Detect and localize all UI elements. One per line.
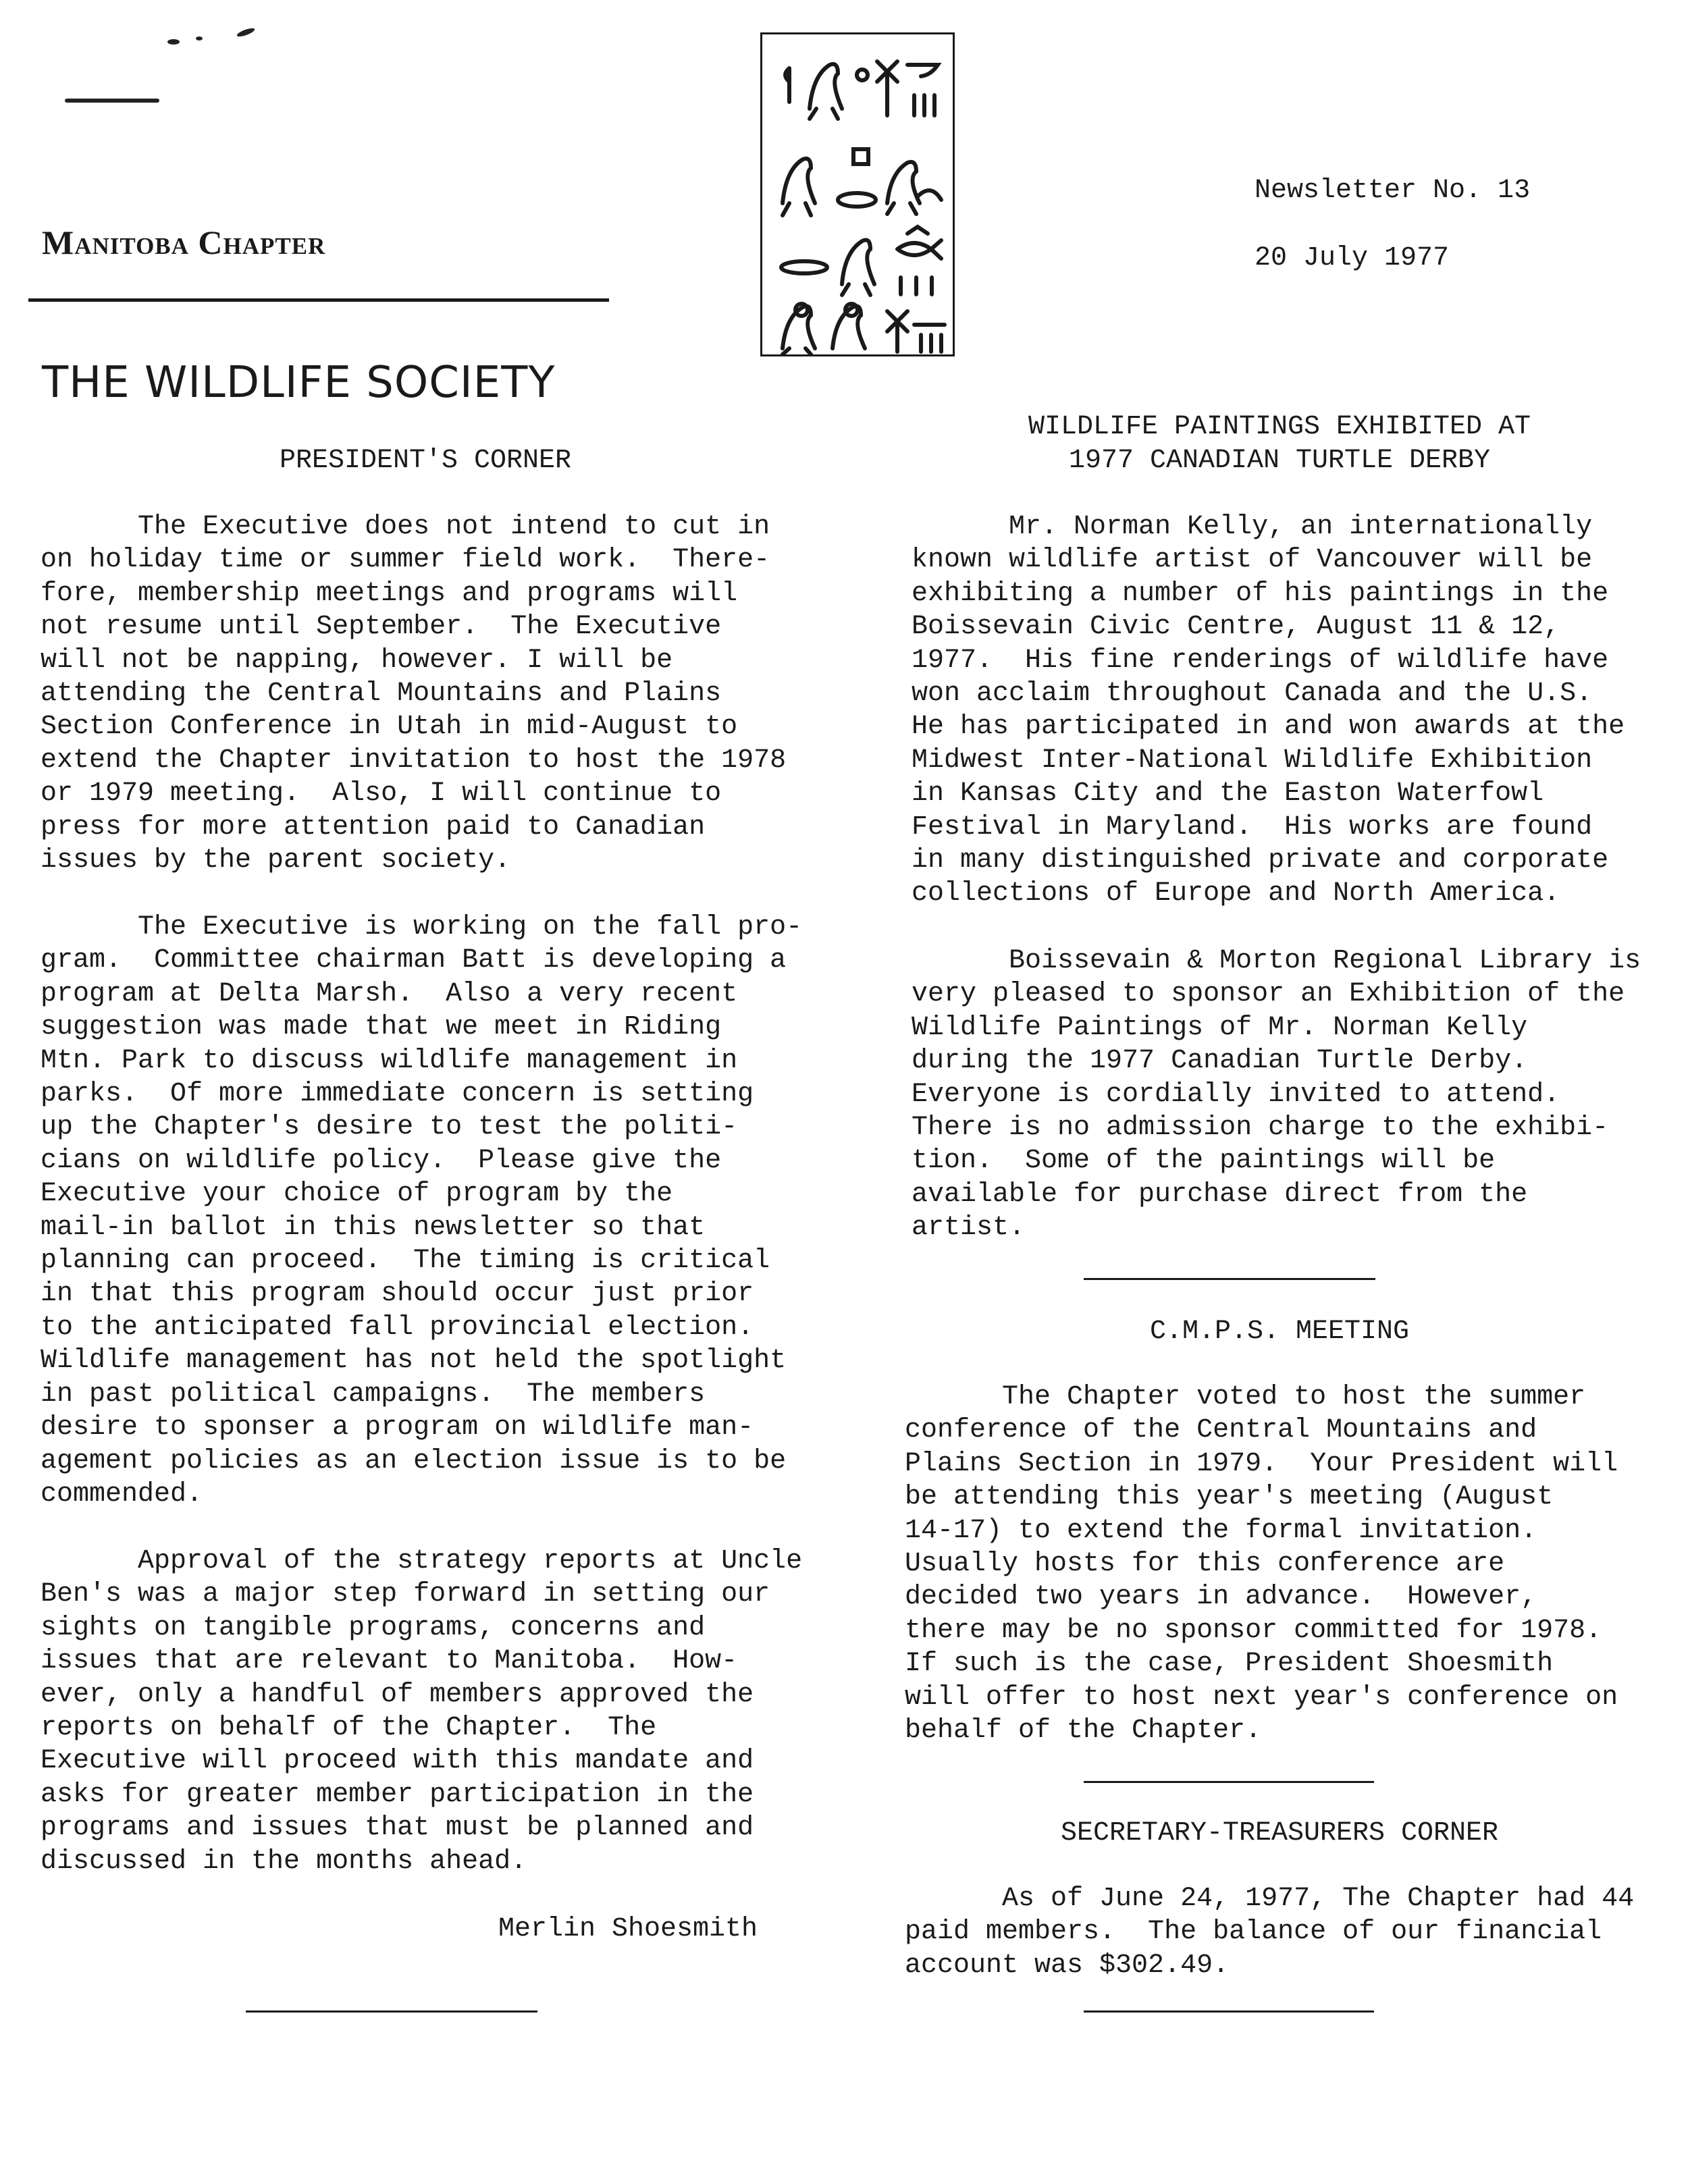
presidents-paragraph-3: Approval of the strategy reports at Uncle Ben's was a major step forward in setting our sights on tangible programs, concerns and issues that are relevant to Manitoba. How- ever, only a handful of members approved the reports on behalf of the Chapter. The Executive will proceed with this mandate and asks for greater member participation in the programs and issues that must be planned and discussed in the months ahead. xyxy=(41,1546,803,1877)
chapter-name: Manitoba Chapter xyxy=(42,223,326,261)
scan-mark xyxy=(65,99,159,103)
hieroglyph-logo-icon xyxy=(760,32,955,356)
paintings-end-rule xyxy=(1084,1278,1375,1280)
masthead-rule xyxy=(28,298,609,302)
cmps-meeting-paragraph: The Chapter voted to host the summer conference of the Central Mountains and Plains Section in 1979. Your President will be attending this year's meeting (August 14-17) to extend the formal invitation. Usually hosts for this conference are decided two years in advance. However, there may be no sponsor committed for 1978. If such is the case, President Shoesmith will offer to host next year's conference on behalf of the Chapter. xyxy=(905,1382,1618,1747)
president-signature: Merlin Shoesmith xyxy=(498,1914,758,1944)
paintings-heading-line-2: 1977 CANADIAN TURTLE DERBY xyxy=(1068,446,1491,476)
cmps-meeting-heading: C.M.P.S. MEETING xyxy=(1149,1316,1410,1347)
cmps-end-rule xyxy=(1084,1781,1374,1783)
secretary-end-rule xyxy=(1084,2010,1374,2013)
paintings-heading-line-1: WILDLIFE PAINTINGS EXHIBITED AT xyxy=(1028,412,1531,442)
newsletter-date: 20 July 1977 xyxy=(1255,243,1450,273)
scan-mark xyxy=(196,36,203,41)
secretary-treasurer-paragraph: As of June 24, 1977, The Chapter had 44 paid members. The balance of our financial account was $302.49. xyxy=(905,1884,1635,1981)
paintings-paragraph-2: Boissevain & Morton Regional Library is very pleased to sponsor an Exhibition of the Wildlife Paintings of Mr. Norman Kelly during the 1977 Canadian Turtle Derby. Everyone is cordially invited to attend. There is no admission charge to the exhibi- tion. Some of the paintings will be available for purchase direct from the artist. xyxy=(912,946,1641,1244)
hieroglyph-logo-graphic xyxy=(762,34,953,354)
presidents-paragraph-1: The Executive does not intend to cut in on holiday time or summer field work. There- fore, membership meetings and programs will not resume until September. The Executive will not be napping, however. I will be attending the Central Mountains and Plains Section Conference in Utah in mid-August to extend the Chapter invitation to host the 1978 or 1979 meeting. Also, I will continue to press for more attention paid to Canadian issues by the parent society. xyxy=(41,512,787,876)
scan-mark xyxy=(236,26,255,38)
society-title: THE WILDLIFE SOCIETY xyxy=(42,358,556,408)
presidents-paragraph-2: The Executive is working on the fall pro- gram. Committee chairman Batt is developing a program at Delta Marsh. Also a very recent suggestion was made that we meet in Riding Mtn. Park to discuss wildlife management in parks. Of more immediate concern is setting up the Chapter's desire to test the politi- cians on wildlife policy. Please give the Executive your choice of program by the mail-in ballot in this newsletter so that planning can proceed. The timing is critical in that this program should occur just prior to the anticipated fall provincial election. Wildlife management has not held the spotlight in past political campaigns. The members desire to sponser a program on wildlife man- agement policies as an election issue is to be commended. xyxy=(41,912,803,1510)
scan-mark xyxy=(167,39,180,45)
newsletter-number: Newsletter No. 13 xyxy=(1255,176,1531,206)
paintings-paragraph-1: Mr. Norman Kelly, an internationally known wildlife artist of Vancouver will be exhibiting a number of his paintings in the Boissevain Civic Centre, August 11 & 12, 1977. His fine renderings of wildlife have won acclaim throughout Canada and the U.S. He has participated in and won awards at the Midwest Inter-National Wildlife Exhibition in Kansas City and the Easton Waterfowl Festival in Maryland. His works are found in many distinguished private and corporate collections of Europe and North America. xyxy=(912,512,1625,909)
presidents-corner-heading: PRESIDENT'S CORNER xyxy=(279,446,572,476)
secretary-treasurer-heading: SECRETARY-TREASURERS CORNER xyxy=(1060,1818,1499,1848)
left-column-end-rule xyxy=(246,2010,537,2013)
